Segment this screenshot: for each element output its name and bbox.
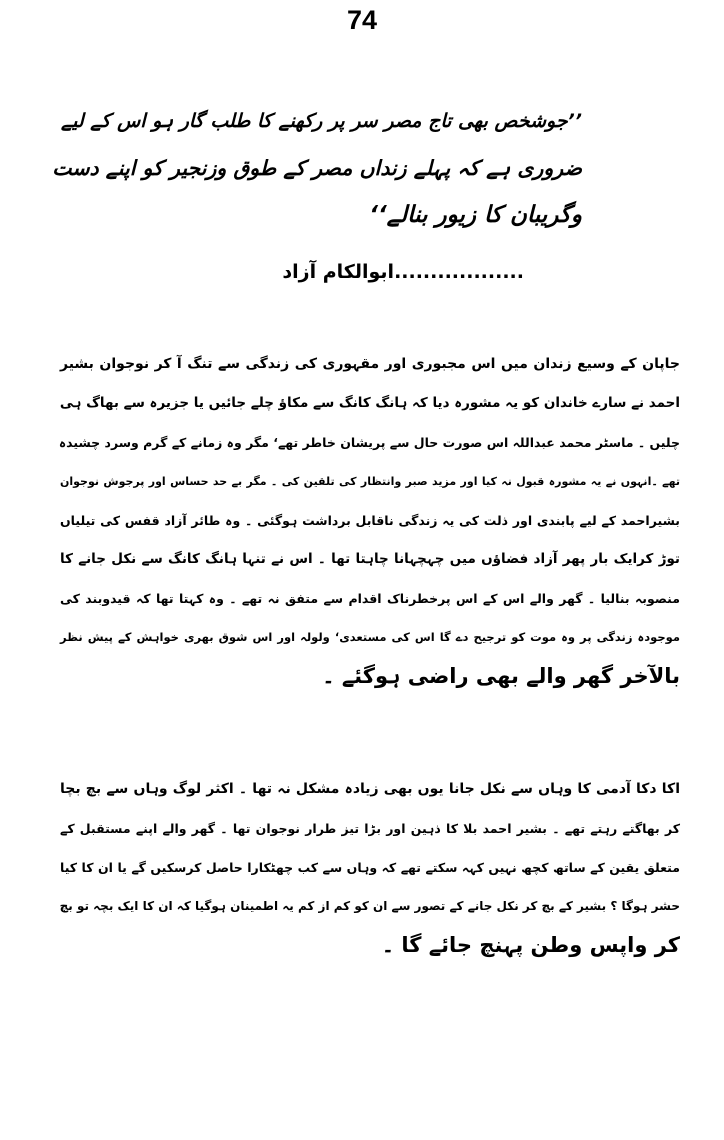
- quote-attribution: ..................ابوالکام آزاد: [282, 261, 524, 283]
- quote-line: ضروری ہے کہ پہلے زنداں مصر کے طوق وزنجیر کو اپنے دست: [52, 156, 582, 180]
- text-line: بشیراحمد کے لیے پابندی اور ذلت کی یہ زندگی ناقابل برداشت ہوگئی ۔ وہ طائر آزاد قفس کی تیلیاں: [60, 513, 680, 528]
- text-line: تھے ۔انہوں نے یہ مشورہ قبول نہ کیا اور مزید صبر وانتظار کی تلقین کی ۔ مگر بے حد حساس اور پرجوش نوجوان: [60, 475, 680, 488]
- paragraph: [60, 770, 680, 965]
- text-line: چلیں ۔ ماسٹر محمد عبداللہ اس صورت حال سے پریشان خاطر تھے‘ مگر وہ زمانے کے گرم وسرد چشیدہ: [58, 435, 680, 450]
- text-line: جاپان کے وسیع زندان میں اس مجبوری اور مقہوری کی زندگی سے تنگ آ کر نوجوان بشیر: [60, 356, 680, 372]
- quote-line: ’’جوشخص بھی تاج مصر سر پر رکھنے کا طلب گار ہو اس کے لیے: [61, 110, 582, 132]
- epigraph-quote: [52, 98, 582, 239]
- text-line: متعلق یقین کے ساتھ کچھ نہیں کہہ سکتے تھے کہ وہاں سے کب چھٹکارا حاصل کرسکیں گے یا ان کا کیا: [60, 860, 680, 875]
- text-line: موجودہ زندگی پر وہ موت کو ترجیح دے گا اس کی مستعدی‘ ولولہ اور اس شوق بھری خواہش کے پیش نظر: [60, 630, 680, 644]
- text-line: احمد نے سارے خاندان کو یہ مشورہ دیا کہ ہانگ کانگ سے مکاؤ چلے جائیں یا جزیرہ سے بھاگ ہی: [59, 395, 680, 411]
- text-line: بالآخر گھر والے بھی راضی ہوگئے ۔: [322, 664, 680, 688]
- text-line: کر واپس وطن پہنچ جائے گا ۔: [381, 933, 680, 957]
- paragraph: [60, 345, 680, 696]
- quote-line: وگریبان کا زیور بنالے‘‘: [369, 202, 582, 228]
- text-line: اکا دکا آدمی کا وہاں سے نکل جانا یوں بھی زیادہ مشکل نہ تھا ۔ اکثر لوگ وہاں سے بچ بچا: [60, 781, 680, 797]
- text-line: منصوبہ بنالیا ۔ گھر والے اس کے اس پرخطرناک اقدام سے متفق نہ تھے ۔ وہ کہتا تھا کہ قیدوبند کی: [60, 591, 680, 606]
- text-line: کر بھاگتے رہتے تھے ۔ بشیر احمد بلا کا ذہین اور بڑا تیز طرار نوجوان تھا ۔ گھر والے اپنے مستقبل کے: [60, 821, 680, 836]
- page-number: 74: [346, 5, 378, 35]
- text-line: توڑ کرایک بار پھر آزاد فضاؤں میں چہچہانا چاہتا تھا ۔ اس نے تنہا ہانگ کانگ سے نکل جانے کا: [60, 551, 680, 567]
- text-line: حشر ہوگا ؟ بشیر کے بچ کر نکل جانے کے تصور سے ان کو کم از کم یہ اطمینان ہوگیا کہ ان کا ایک بچہ تو بچ: [59, 899, 680, 913]
